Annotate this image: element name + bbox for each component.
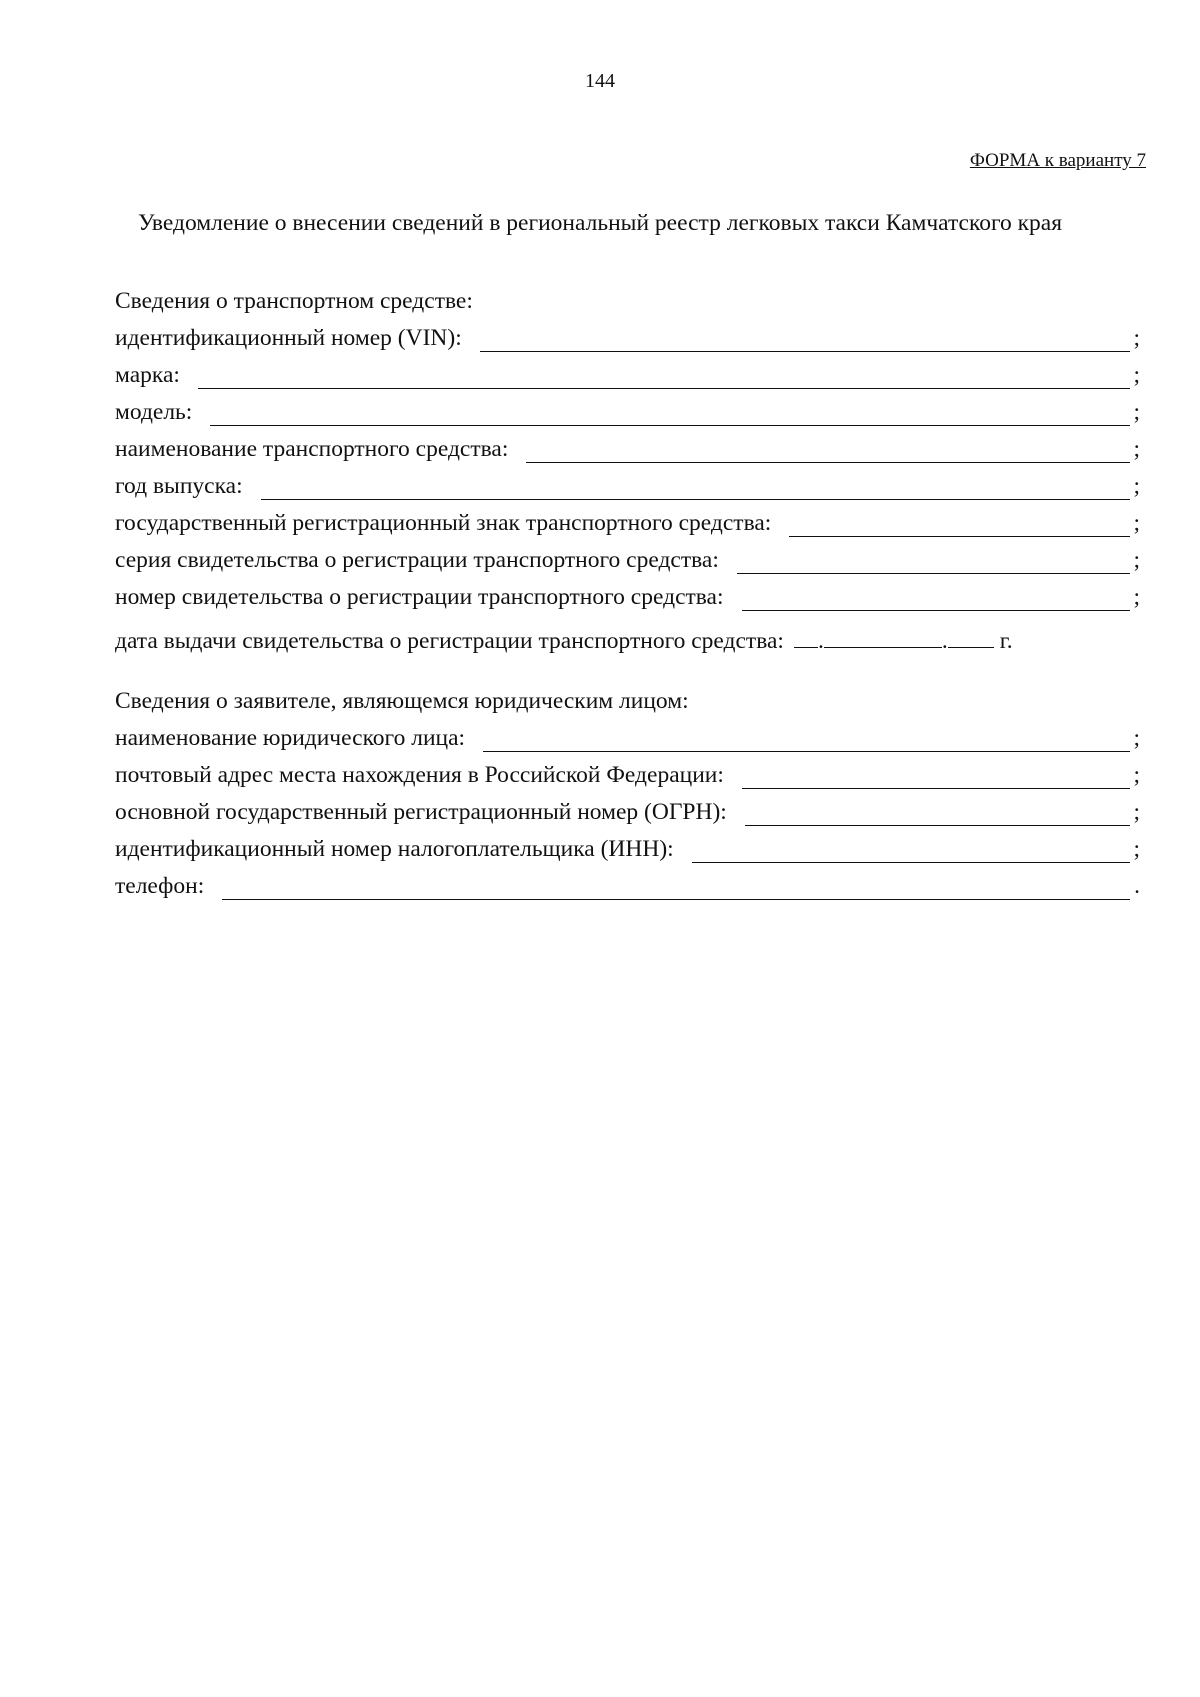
vehicle-section [115, 283, 1140, 653]
year-input-line[interactable] [261, 477, 1130, 500]
field-certificate-number [115, 579, 1140, 616]
certificate-number-input-line[interactable] [742, 588, 1130, 611]
field-label: государственный регистрационный знак транспортного средства: [115, 510, 772, 536]
field-issue-date [115, 616, 1140, 653]
field-terminator: ; [1133, 473, 1140, 499]
field-terminator: ; [1133, 362, 1140, 388]
model-input-line[interactable] [210, 403, 1130, 426]
field-label: дата выдачи свидетельства о регистрации транспортного средства: [115, 628, 784, 654]
field-terminator: ; [1133, 547, 1140, 573]
form-reference: ФОРМА к варианту 7 [969, 150, 1146, 171]
field-label: наименование транспортного средства: [115, 436, 509, 462]
date-year-line[interactable] [948, 625, 994, 648]
field-label: марка: [115, 362, 180, 388]
field-label: почтовый адрес места нахождения в Российской Федерации: [115, 762, 724, 788]
field-terminator: ; [1133, 584, 1140, 610]
field-label: год выпуска: [115, 473, 243, 499]
field-label: модель: [115, 399, 193, 425]
date-day-line[interactable] [794, 625, 818, 648]
field-terminator: ; [1133, 399, 1140, 425]
field-ogrn [115, 794, 1140, 831]
document-title: Уведомление о внесении сведений в региональный реестр легковых такси Камчатского края [137, 210, 1063, 236]
plate-input-line[interactable] [789, 514, 1130, 537]
field-terminator: ; [1133, 725, 1140, 751]
field-terminator: ; [1133, 510, 1140, 536]
field-label: идентификационный номер (VIN): [115, 325, 462, 351]
field-label: наименование юридического лица: [115, 725, 466, 751]
postal-address-input-line[interactable] [742, 766, 1130, 789]
vehicle-name-input-line[interactable] [526, 440, 1130, 463]
certificate-series-input-line[interactable] [737, 551, 1130, 574]
field-terminator: ; [1133, 436, 1140, 462]
date-month-line[interactable] [824, 625, 942, 648]
brand-input-line[interactable] [198, 366, 1130, 389]
field-postal-address [115, 757, 1140, 794]
phone-input-line[interactable] [222, 877, 1130, 900]
inn-input-line[interactable] [692, 840, 1130, 863]
vin-input-line[interactable] [480, 329, 1130, 352]
field-terminator: ; [1133, 325, 1140, 351]
field-phone [115, 868, 1140, 905]
field-legal-name [115, 720, 1140, 757]
field-label: телефон: [115, 873, 205, 899]
field-label: номер свидетельства о регистрации транспортного средства: [115, 584, 724, 610]
ogrn-input-line[interactable] [745, 803, 1130, 826]
field-model [115, 394, 1140, 431]
field-certificate-series [115, 542, 1140, 579]
field-inn [115, 831, 1140, 868]
field-label: идентификационный номер налогоплательщика (ИНН): [115, 836, 674, 862]
field-brand [115, 357, 1140, 394]
applicant-section-heading: Сведения о заявителе, являющемся юридическим лицом: [115, 688, 689, 714]
field-year [115, 468, 1140, 505]
field-vin [115, 320, 1140, 357]
field-terminator: . [1134, 873, 1140, 899]
field-vehicle-name [115, 431, 1140, 468]
field-terminator: ; [1133, 836, 1140, 862]
field-terminator: ; [1133, 762, 1140, 788]
field-label: основной государственный регистрационный номер (ОГРН): [115, 799, 727, 825]
field-terminator: ; [1133, 799, 1140, 825]
field-label: серия свидетельства о регистрации транспортного средства: [115, 547, 719, 573]
date-separator: . [817, 628, 824, 654]
applicant-section [115, 683, 1140, 905]
date-separator: . [941, 628, 948, 654]
legal-name-input-line[interactable] [483, 729, 1130, 752]
date-suffix: г. [999, 628, 1013, 654]
vehicle-section-heading: Сведения о транспортном средстве: [115, 288, 473, 314]
page-number: 144 [585, 70, 615, 92]
field-plate [115, 505, 1140, 542]
